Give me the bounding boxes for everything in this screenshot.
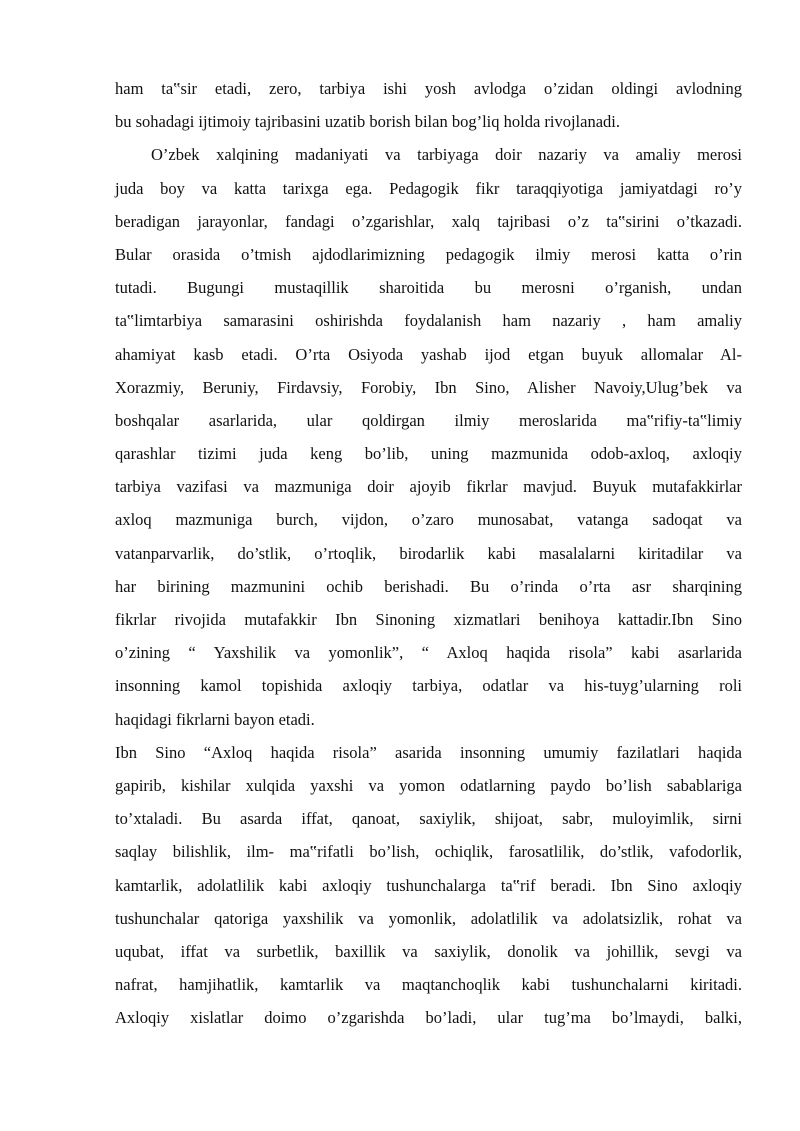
- text-line: boshqalar asarlarida, ular qoldirgan ilmiy meroslarida ma‟rifiy-ta‟limiy: [115, 410, 742, 430]
- text-line: axloq mazmuniga burch, vijdon, o’zaro munosabat, vatanga sadoqat va: [115, 510, 742, 530]
- text-line: ham ta‟sir etadi, zero, tarbiya ishi yosh avlodga o’zidan oldingi avlodning: [115, 79, 742, 98]
- text-line: uqubat, iffat va surbetlik, baxillik va saxiylik, donolik va johillik, sevgi va: [115, 941, 742, 961]
- text-line: vatanparvarlik, do’stlik, o’rtoqlik, birodarlik kabi masalalarni kiritadilar va: [115, 543, 742, 563]
- text-line: fikrlar rivojida mutafakkir Ibn Sinoning xizmatlari benihoya kattadir.Ibn Sino: [115, 610, 742, 629]
- text-line: insonning kamol topishida axloqiy tarbiya, odatlar va his-tuyg’ularning roli: [115, 676, 742, 696]
- text-line: tutadi. Bugungi mustaqillik sharoitida bu merosni o’rganish, undan: [115, 278, 742, 298]
- text-line: beradigan jarayonlar, fandagi o’zgarishlar, xalq tajribasi o’z ta‟sirini o’tkazadi.: [115, 211, 742, 231]
- body-text: [115, 72, 742, 1034]
- text-line: qarashlar tizimi juda keng bo’lib, uning mazmunida odob-axloq, axloqiy: [115, 444, 742, 464]
- text-line: haqidagi fikrlarni bayon etadi.: [115, 709, 315, 729]
- text-line: to’xtaladi. Bu asarda iffat, qanoat, saxiylik, shijoat, sabr, muloyimlik, sirni: [115, 809, 742, 829]
- text-line: nafrat, hamjihatlik, kamtarlik va maqtanchoqlik kabi tushunchalarni kiritadi.: [115, 975, 742, 995]
- text-line: Axloqiy xislatlar doimo o’zgarishda bo’ladi, ular tug’ma bo’lmaydi, balki,: [115, 1008, 742, 1028]
- text-line: juda boy va katta tarixga ega. Pedagogik fikr taraqqiyotiga jamiyatdagi ro’y: [115, 178, 742, 198]
- text-line: ahamiyat kasb etadi. O’rta Osiyoda yashab ijod etgan buyuk allomalar Al-: [115, 344, 742, 364]
- text-line: Xorazmiy, Beruniy, Firdavsiy, Forobiy, Ibn Sino, Alisher Navoiy,Ulug’bek va: [115, 377, 742, 397]
- text-line: saqlay bilishlik, ilm- ma‟rifatli bo’lish, ochiqlik, farosatlilik, do’stlik, vafodorlik,: [115, 842, 742, 862]
- text-line: har birining mazmunini ochib berishadi. Bu o’rinda o’rta asr sharqining: [115, 576, 742, 596]
- text-line: ta‟limtarbiya samarasini oshirishda foydalanish ham nazariy , ham amaliy: [115, 311, 742, 331]
- text-line: Bular orasida o’tmish ajdodlarimizning pedagogik ilmiy merosi katta o’rin: [115, 244, 742, 264]
- text-line: O’zbek xalqining madaniyati va tarbiyaga doir nazariy va amaliy merosi: [151, 145, 742, 165]
- text-line: o’zining “ Yaxshilik va yomonlik”, “ Axloq haqida risola” kabi asarlarida: [115, 643, 742, 663]
- text-line: kamtarlik, adolatlilik kabi axloqiy tushunchalarga ta‟rif beradi. Ibn Sino axloqiy: [115, 875, 742, 895]
- text-line: Ibn Sino “Axloq haqida risola” asarida insonning umumiy fazilatlari haqida: [115, 742, 742, 762]
- text-line: tarbiya vazifasi va mazmuniga doir ajoyib fikrlar mavjud. Buyuk mutafakkirlar: [115, 477, 742, 497]
- text-line: bu sohadagi ijtimoiy tajribasini uzatib borish bilan bog’liq holda rivojlanadi.: [115, 112, 620, 132]
- text-line: tushunchalar qatoriga yaxshilik va yomonlik, adolatlilik va adolatsizlik, rohat va: [115, 908, 742, 928]
- text-line: gapirib, kishilar xulqida yaxshi va yomon odatlarning paydo bo’lish sabablariga: [115, 775, 742, 795]
